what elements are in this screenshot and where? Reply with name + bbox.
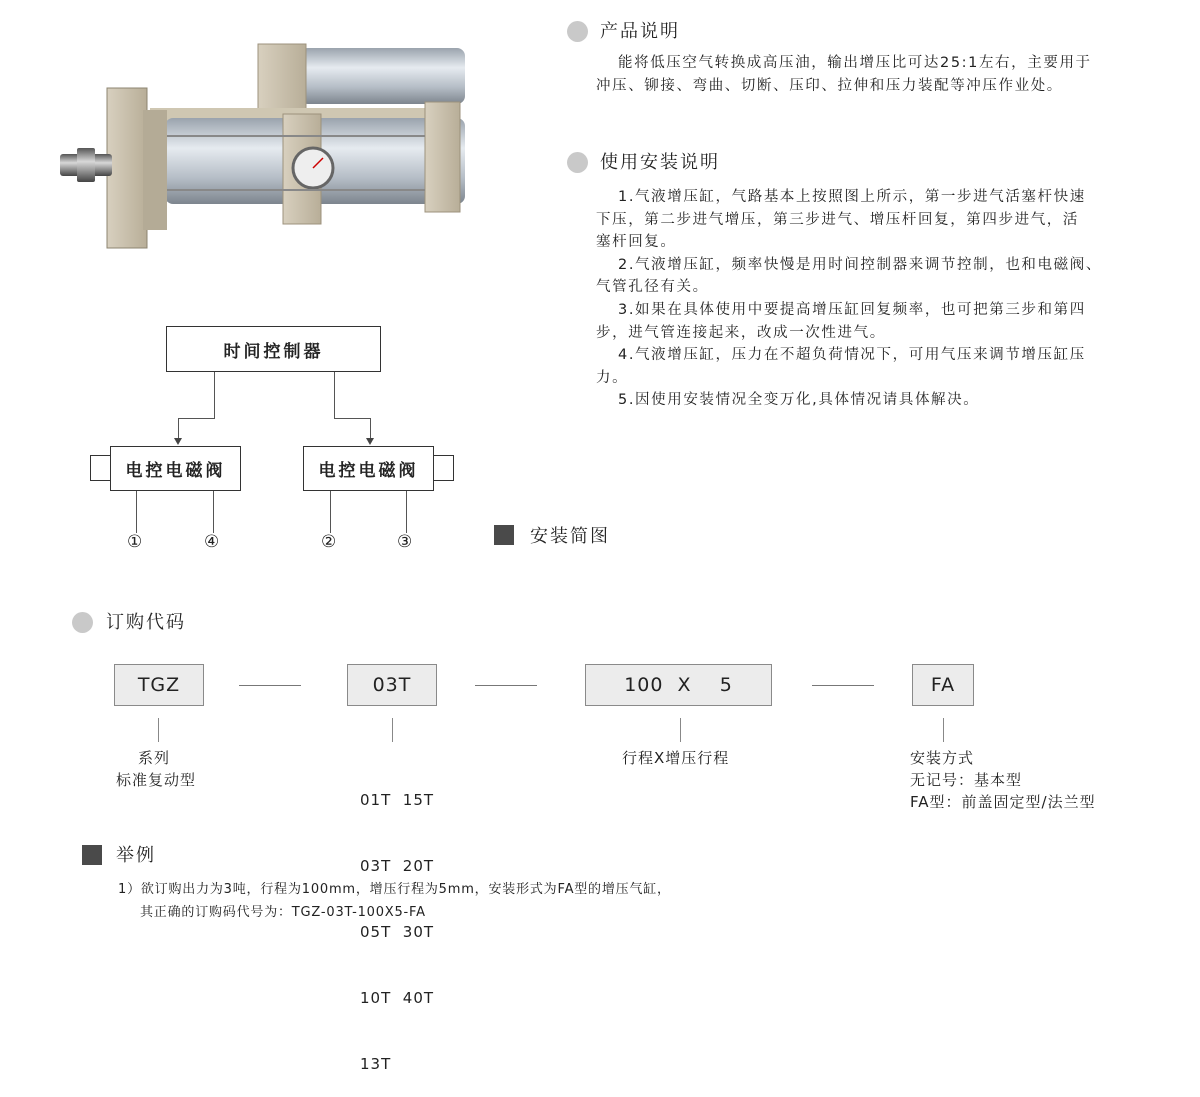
code-separator bbox=[812, 685, 874, 686]
port-label-1: ① bbox=[127, 532, 143, 552]
section-bullet-dot bbox=[567, 21, 588, 42]
code-force-box: 03T bbox=[347, 664, 437, 706]
force-option: 01T 15T bbox=[360, 791, 435, 809]
solenoid-valve-left: 电控电磁阀 bbox=[110, 446, 241, 491]
code-series-box: TGZ bbox=[114, 664, 204, 706]
diagram-caption: 安装简图 bbox=[530, 526, 610, 547]
install-line: 4.气液增压缸，压力在不超负荷情况下，可用气压来调节增压缸压 bbox=[618, 347, 1086, 364]
code-pointer-line bbox=[158, 718, 159, 742]
arrow-down-icon bbox=[366, 438, 374, 445]
port-line bbox=[136, 491, 137, 533]
mount-line: 无记号：基本型 bbox=[910, 771, 1023, 789]
connector-line bbox=[214, 372, 215, 418]
install-line: 3.如果在具体使用中要提高增压缸回复频率，也可把第三步和第四 bbox=[618, 301, 1086, 318]
code-separator bbox=[475, 685, 537, 686]
product-description bbox=[596, 52, 1156, 97]
install-line: 5.因使用安装情况全变万化,具体情况请具体解决。 bbox=[618, 392, 980, 409]
series-description bbox=[116, 747, 196, 791]
code-pointer-line bbox=[680, 718, 681, 742]
connector-line bbox=[334, 372, 335, 418]
install-description bbox=[596, 186, 1166, 412]
code-pointer-line bbox=[392, 718, 393, 742]
install-title: 使用安装说明 bbox=[600, 152, 720, 173]
install-line: 塞杆回复。 bbox=[596, 234, 677, 251]
example-text bbox=[118, 878, 671, 924]
port-line bbox=[406, 491, 407, 533]
install-line: 2.气液增压缸，频率快慢是用时间控制器来调节控制，也和电磁阀、 bbox=[618, 256, 1102, 273]
port-line bbox=[213, 491, 214, 533]
time-controller-box: 时间控制器 bbox=[166, 326, 381, 372]
mount-line: 安装方式 bbox=[910, 749, 975, 767]
arrow-down-icon bbox=[174, 438, 182, 445]
section-bullet-dot bbox=[72, 612, 93, 633]
mount-description bbox=[910, 747, 1096, 813]
series-line: 标准复动型 bbox=[116, 771, 197, 789]
product-line: 冲压、铆接、弯曲、切断、压印、拉伸和压力装配等冲压作业处。 bbox=[596, 77, 1063, 94]
install-line: 气管孔径有关。 bbox=[596, 279, 709, 296]
code-pointer-line bbox=[943, 718, 944, 742]
port-line bbox=[330, 491, 331, 533]
connector-line bbox=[178, 418, 179, 440]
valve-side-tab bbox=[433, 455, 454, 481]
solenoid-valve-right: 电控电磁阀 bbox=[303, 446, 434, 491]
valve-side-tab bbox=[90, 455, 111, 481]
force-option: 05T 30T bbox=[360, 923, 435, 941]
section-bullet-square bbox=[494, 525, 514, 545]
install-line: 1.气液增压缸，气路基本上按照图上所示，第一步进气活塞杆快速 bbox=[618, 189, 1086, 205]
product-line: 能将低压空气转换成高压油，输出增压比可达25:1左右，主要用于 bbox=[618, 55, 1092, 71]
series-line: 系列 bbox=[138, 749, 171, 767]
port-label-4: ④ bbox=[204, 532, 220, 552]
example-title: 举例 bbox=[116, 845, 156, 866]
install-line: 步，进气管连接起来，改成一次性进气。 bbox=[596, 324, 886, 341]
example-line: 其正确的订购码代号为：TGZ-03T-100X5-FA bbox=[140, 905, 426, 920]
section-bullet-dot bbox=[567, 152, 588, 173]
order-title: 订购代码 bbox=[106, 612, 186, 633]
code-separator bbox=[239, 685, 301, 686]
force-option: 10T 40T bbox=[360, 989, 435, 1007]
force-option: 03T 20T bbox=[360, 857, 435, 875]
connector-line bbox=[370, 418, 371, 440]
stroke-description: 行程X增压行程 bbox=[622, 749, 730, 767]
force-option: 13T bbox=[360, 1055, 392, 1073]
port-label-2: ② bbox=[321, 532, 337, 552]
install-line: 下压，第二步进气增压，第三步进气、增压杆回复，第四步进气，活 bbox=[596, 211, 1079, 228]
mount-line: FA型：前盖固定型/法兰型 bbox=[910, 793, 1096, 811]
section-bullet-square bbox=[82, 845, 102, 865]
connector-line bbox=[334, 418, 371, 419]
port-label-3: ③ bbox=[397, 532, 413, 552]
code-stroke-box: 100 X 5 bbox=[585, 664, 772, 706]
install-line: 力。 bbox=[596, 369, 629, 386]
cylinder-illustration bbox=[55, 40, 495, 255]
example-line: 1）欲订购出力为3吨，行程为100mm，增压行程为5mm，安装形式为FA型的增压气缸， bbox=[118, 882, 671, 897]
code-mount-box: FA bbox=[912, 664, 974, 706]
connector-line bbox=[178, 418, 215, 419]
product-title: 产品说明 bbox=[600, 21, 680, 42]
